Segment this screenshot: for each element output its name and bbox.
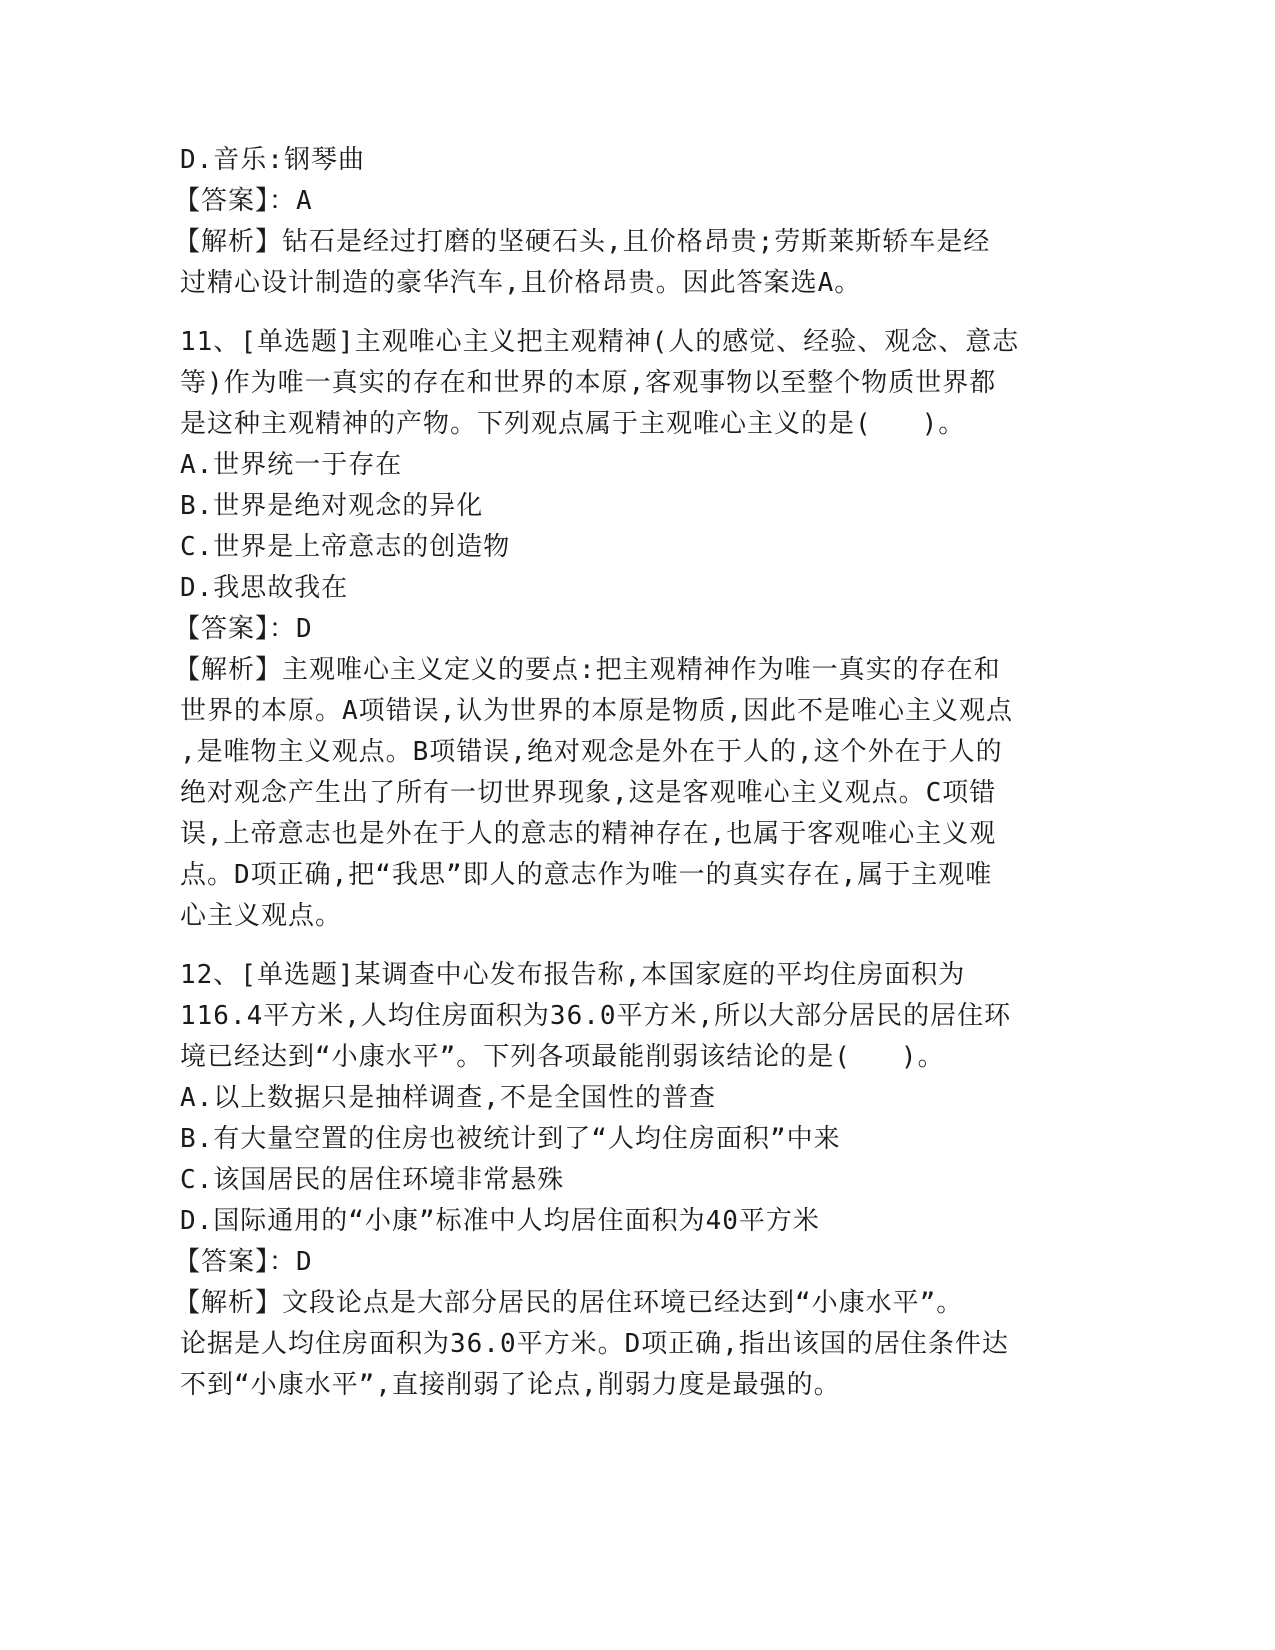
question-stem-line: 是这种主观精神的产物。下列观点属于主观唯心主义的是( )。: [180, 409, 966, 439]
answer: 【答案】：D: [174, 1247, 313, 1277]
prev-question: [174, 140, 1050, 304]
analysis-line: 误,上帝意志也是外在于人的意志的精神存在,也属于客观唯心主义观: [180, 819, 997, 849]
question-11: [174, 322, 1050, 937]
option-b: B.有大量空置的住房也被统计到了“人均住房面积”中来: [180, 1124, 841, 1154]
answer: 【答案】：D: [174, 614, 313, 644]
analysis-line: 论据是人均住房面积为36.0平方米。D项正确,指出该国的居住条件达: [180, 1329, 1009, 1359]
question-12: [174, 955, 1050, 1406]
analysis-line: 过精心设计制造的豪华汽车,且价格昂贵。因此答案选A。: [180, 268, 862, 298]
option-b: B.世界是绝对观念的异化: [180, 491, 484, 521]
question-stem-line: 12、[单选题]某调查中心发布报告称,本国家庭的平均住房面积为: [180, 960, 966, 990]
analysis-line: 绝对观念产生出了所有一切世界现象,这是客观唯心主义观点。C项错: [180, 778, 997, 808]
analysis-line: 【解析】文段论点是大部分居民的居住环境已经达到“小康水平”。: [174, 1288, 964, 1318]
analysis-line: 点。D项正确,把“我思”即人的意志作为唯一的真实存在,属于主观唯: [180, 860, 993, 890]
analysis-line: 世界的本原。A项错误,认为世界的本原是物质,因此不是唯心主义观点: [180, 696, 1013, 726]
analysis-line: 不到“小康水平”,直接削弱了论点,削弱力度是最强的。: [180, 1370, 841, 1400]
option-d: D.音乐:钢琴曲: [180, 145, 365, 175]
option-c: C.该国居民的居住环境非常悬殊: [180, 1165, 565, 1195]
analysis-line: ,是唯物主义观点。B项错误,绝对观念是外在于人的,这个外在于人的: [180, 737, 1003, 767]
document-page: [174, 140, 1050, 1406]
question-stem-line: 11、[单选题]主观唯心主义把主观精神(人的感觉、经验、观念、意志: [180, 327, 1020, 357]
question-stem-line: 116.4平方米,人均住房面积为36.0平方米,所以大部分居民的居住环: [180, 1001, 1012, 1031]
option-d: D.国际通用的“小康”标准中人均居住面积为40平方米: [180, 1206, 820, 1236]
analysis-line: 心主义观点。: [180, 901, 343, 931]
option-a: A.以上数据只是抽样调查,不是全国性的普查: [180, 1083, 716, 1113]
option-a: A.世界统一于存在: [180, 450, 403, 480]
question-stem-line: 境已经达到“小康水平”。下列各项最能削弱该结论的是( )。: [180, 1042, 945, 1072]
analysis-line: 【解析】主观唯心主义定义的要点:把主观精神作为唯一真实的存在和: [174, 655, 1001, 685]
option-d: D.我思故我在: [180, 573, 349, 603]
analysis-line: 【解析】钻石是经过打磨的坚硬石头,且价格昂贵;劳斯莱斯轿车是经: [174, 227, 991, 257]
question-stem-line: 等)作为唯一真实的存在和世界的本原,客观事物以至整个物质世界都: [180, 368, 997, 398]
answer: 【答案】：A: [174, 186, 313, 216]
option-c: C.世界是上帝意志的创造物: [180, 532, 511, 562]
